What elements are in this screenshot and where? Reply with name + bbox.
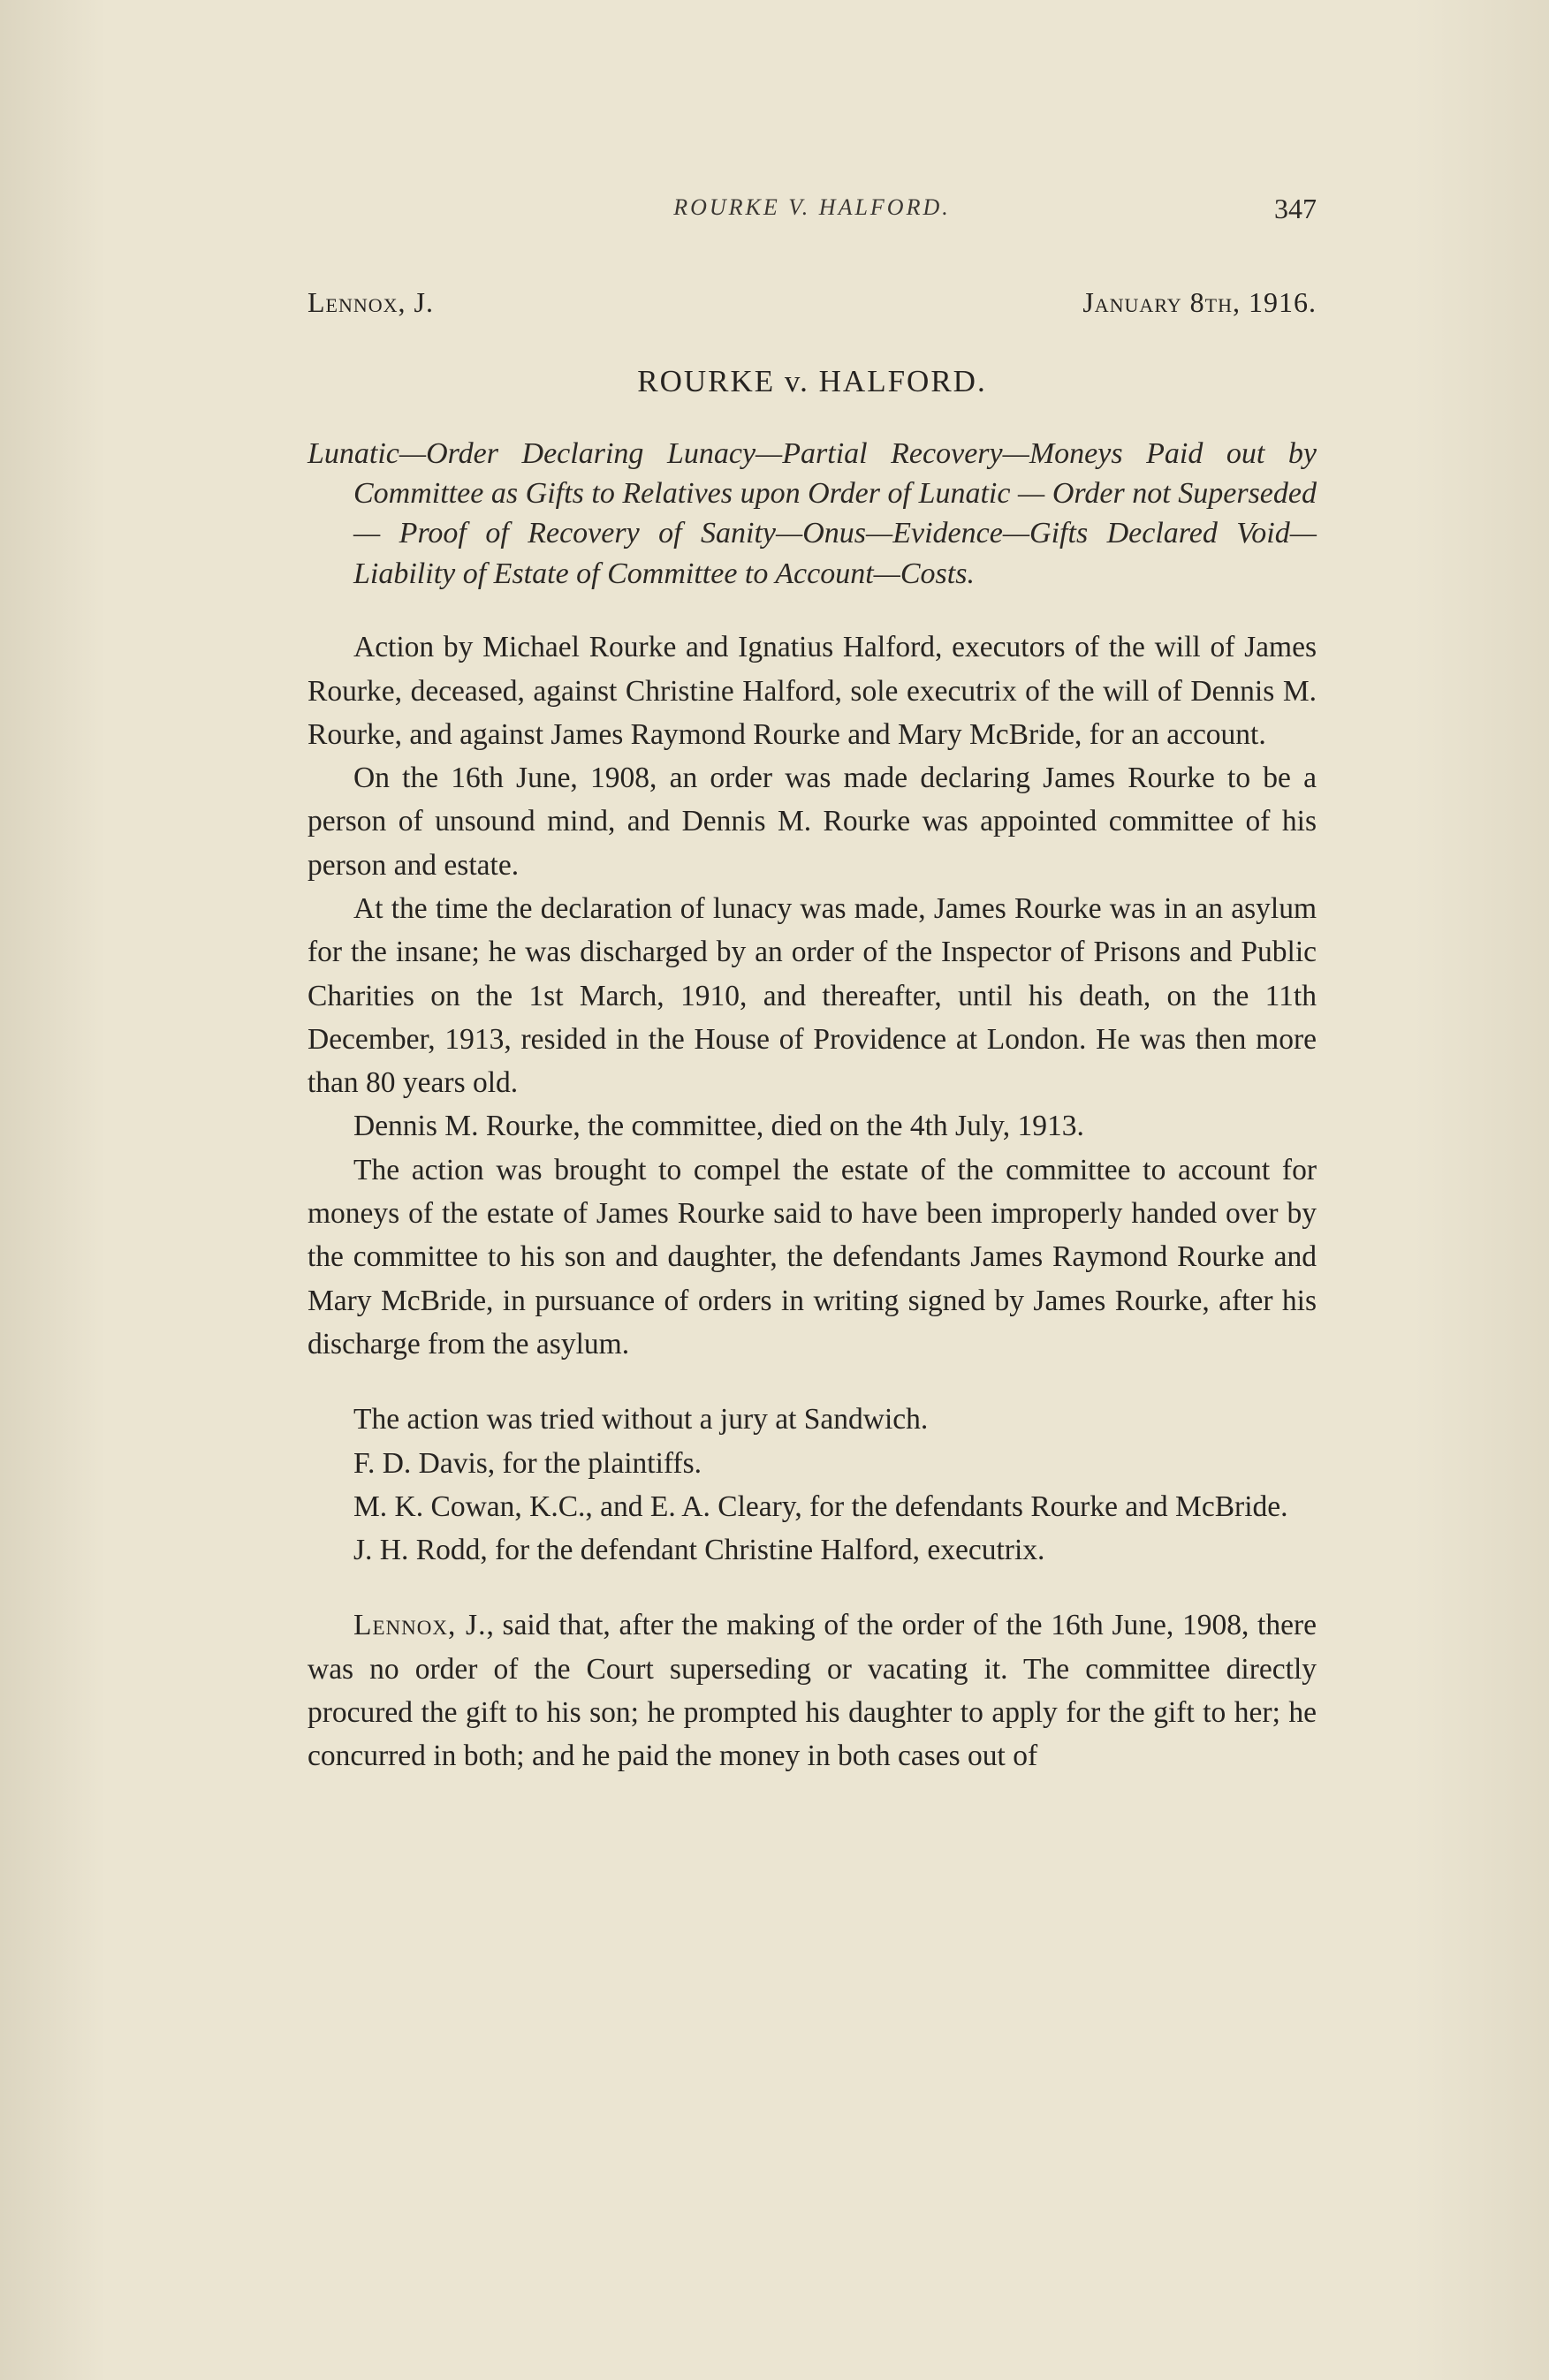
running-head <box>308 186 1317 247</box>
section-gap <box>308 1366 1317 1398</box>
running-title: ROURKE V. HALFORD. <box>673 194 951 220</box>
judge-date-line <box>308 281 1317 324</box>
page-number: 347 <box>1274 193 1317 224</box>
judgment-judge-name: Lennox, J. <box>353 1609 487 1642</box>
paragraph-committee-death: Dennis M. Rourke, the committee, died on the 4th July, 1913. <box>353 1110 1084 1143</box>
paragraph-purpose: The action was brought to compel the estate of the committee to account for moneys of the estate of James Rourke said to have been improperly handed over by the committee to his son and daughter, the defendants James Raymond Rourke and Mary McBride, in pursuance of orders in writing signed by James Rourke, after his discharge from the asylum. <box>308 1153 1317 1361</box>
paragraph-action: Action by Michael Rourke and Ignatius Halford, executors of the will of James Rourke, deceased, against Christine Halford, sole executrix of the will of Dennis M. Rourke, and against James Raymond Rourke and Mary McBride, for an account. <box>308 631 1317 751</box>
paragraph-counsel-plaintiffs: F. D. Davis, for the plaintiffs. <box>353 1446 702 1480</box>
paragraph-order: On the 16th June, 1908, an order was made declaring James Rourke to be a person of unsound mind, and Dennis M. Rourke was appointed committee of his person and estate. <box>308 762 1317 882</box>
text-block <box>308 186 1317 1778</box>
paragraph-counsel-executrix: J. H. Rodd, for the defendant Christine Halford, executrix. <box>353 1534 1045 1567</box>
case-title: ROURKE v. HALFORD. <box>637 364 987 399</box>
paragraph-counsel-defendants: M. K. Cowan, K.C., and E. A. Cleary, for the defendants Rourke and McBride. <box>353 1489 1288 1523</box>
headnote: Lunatic—Order Declaring Lunacy—Partial Recovery—Moneys Paid out by Committee as Gifts to Relatives upon Order of Lunatic — Order not Superseded — Proof of Recovery of Sanity—Onus—Evidence—Gifts Declared Void—Liability of Estate of Committee to Account—Costs. <box>308 436 1317 590</box>
paragraph-trial: The action was tried without a jury at Sandwich. <box>353 1403 929 1436</box>
judgment-text: , said that, after the making of the order of the 16th June, 1908, there was no order of the Court superseding or vacating it. The committee directly procured the gift to his son; he prompted his daughter to apply for the gift to her; he concurred in both; and he paid the money in both cases out of <box>308 1609 1317 1773</box>
judgment-date: January 8th, 1916. <box>1082 286 1317 318</box>
paragraph-judgment <box>308 1603 1317 1777</box>
judge-name: Lennox, J. <box>308 286 434 318</box>
paragraph-asylum: At the time the declaration of lunacy was made, James Rourke was in an asylum for the insane; he was discharged by an order of the Inspector of Prisons and Public Charities on the 1st March, 1910, and thereafter, until his death, on the 11th December, 1913, resided in the House of Providence at London. He was then more than 80 years old. <box>308 892 1317 1100</box>
section-gap-2 <box>308 1572 1317 1603</box>
